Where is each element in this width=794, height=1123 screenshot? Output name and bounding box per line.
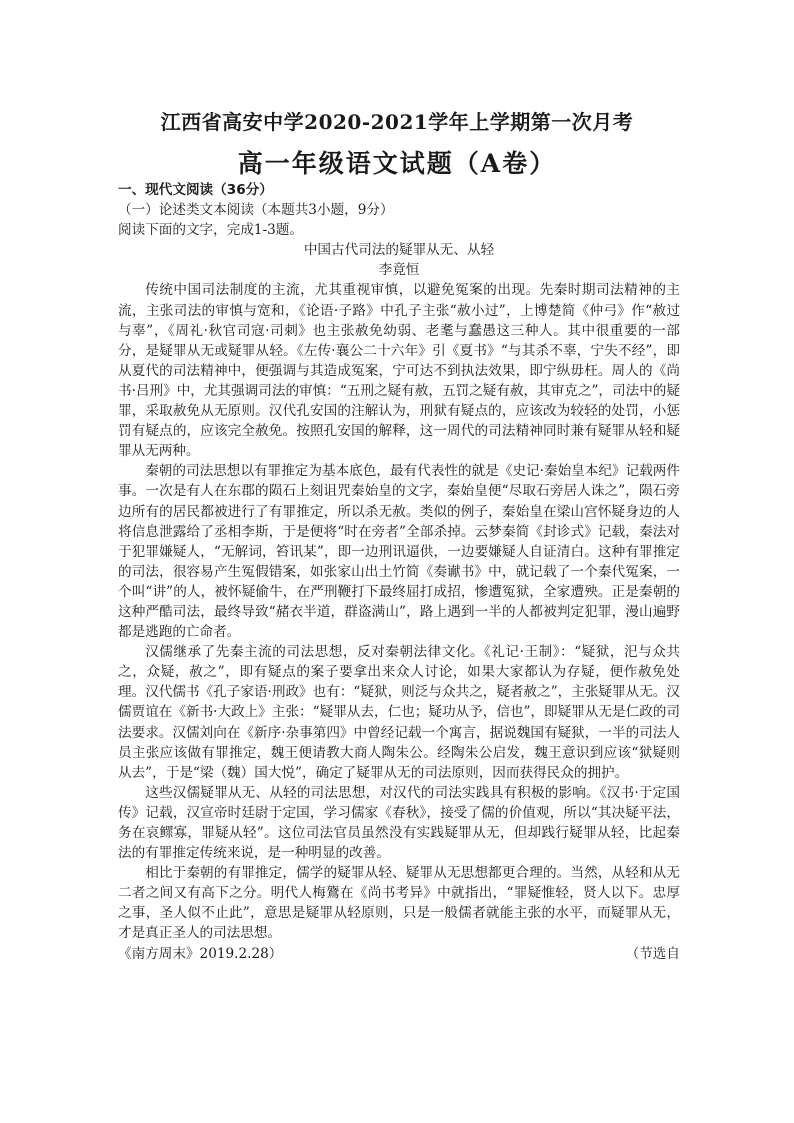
article-paragraph: 汉儒继承了先秦主流的司法思想，反对秦朝法律文化。《礼记·王制》：“疑狱，汜与众共之，众疑，赦之”，即有疑点的案子要拿出来众人讨论，如果大家都认为存疑，便作赦免处理。汉代儒书《孔子家语·刑政》也有：“疑狱，则泛与众共之，疑者赦之”，主张疑罪从无。汉儒贾谊在《新书·大政上》主张：“疑罪从去，仁也；疑功从予，信也”，即疑罪从无是仁政的司法要求。汉儒刘向在《新序·杂事第四》中曾经记载一个寓言，据说魏国有疑狱，一半的司法人员主张应该做有罪推定，魏王便请教大商人陶朱公。经陶朱公启发，魏王意识到应该“狱疑则从去”，于是“梁（魏）国大悦”，确定了疑罪从无的司法原则，因而获得民众的拥护。 [118,644,680,781]
article-paragraph: 相比于秦朝的有罪推定，儒学的疑罪从轻、疑罪从无思想都更合理的。当然，从轻和从无二者之间又有高下之分。明代人梅鷟在《尚书考异》中就指出，“罪疑惟轻，贤人以下。忠厚之事，圣人似不止此”，意思是疑罪从轻原则，只是一般儒者就能主张的水平，而疑罪从无，才是真正圣人的司法思想。 [118,865,680,942]
exam-subtitle: 高一年级语文试题（A卷） [237,149,557,178]
article-paragraph: 这些汉儒疑罪从无、从轻的司法思想，对汉代的司法实践具有积极的影响。《汉书·于定国传》记载，汉宣帝时廷尉于定国，学习儒家《春秋》，接受了儒的价值观，所以“其决疑平法，务在哀鳏寡，罪疑从轻”。这位司法官员虽然没有实践疑罪从无，但却践行疑罪从轻，比起秦法的有罪推定传统来说，是一种明显的改善。 [118,784,680,862]
source-prefix: （节选自 [625,945,680,962]
article-title: 中国古代司法的疑罪从无、从轻 [303,242,495,259]
reading-instruction: 阅读下面的文字，完成1-3题。 [118,222,304,239]
part-heading: （一）论述类文本阅读（本题共3小题，9分） [118,202,394,219]
article-paragraph: 秦朝的司法思想以有罪推定为基本底色，最有代表性的就是《史记·秦始皇本纪》记载两件事。一次是有人在东郡的陨石上刻诅咒秦始皇的文字，秦始皇便“尽取石旁居人诛之”，陨石旁边所有的居民都被进行了有罪推定，所以杀无赦。类似的例子，秦始皇在梁山宫怀疑身边的人将信息泄露给了丞相李斯，于是便将“时在旁者”全部杀掉。云梦秦简《封诊式》记载，秦法对于犯罪嫌疑人，“无解词，笞讯某”，即一边刑讯逼供，一边要嫌疑人自证清白。这种有罪推定的司法，很容易产生冤假错案，如张家山出土竹简《奏谳书》中，就记载了一个秦代冤案，一个叫“讲”的人，被怀疑偷牛，在严刑鞭打下最终屈打成招，惨遭冤狱，全家遭殃。正是秦朝的这种严酷司法，最终导致“赭衣半道，群盗满山”，路上遇到一半的人都被判定犯罪，漫山遍野都是逃跑的亡命者。 [118,463,680,641]
content-body [118,180,680,964]
article-author: 李竟恒 [378,262,420,279]
section-heading: 一、现代文阅读（36分） [118,182,273,198]
source-suffix: 《南方周末》2019.2.28） [118,945,283,962]
exam-title: 江西省高安中学2020-2021学年上学期第一次月考 [160,110,634,134]
article-paragraph: 传统中国司法制度的主流，尤其重视审慎，以避免冤案的出现。先秦时期司法精神的主流，主张司法的审慎与宽和，《论语·子路》中孔子主张“赦小过”，上博楚简《仲弓》作“赦过与辜”，《周礼·秋官司寇·司刺》也主张赦免幼弱、老耄与蠢愚这三种人。其中很重要的一部分，是疑罪从无或疑罪从轻。《左传·襄公二十六年》引《夏书》“与其杀不辜，宁失不经”，即从夏代的司法精神中，便强调与其造成冤案，宁可达不到执法效果，即宁纵毋枉。周人的《尚书·吕刑》中，尤其强调司法的审慎：“五刑之疑有赦，五罚之疑有赦，其审克之”，司法中的疑罪，采取赦免从无原则。汉代孔安国的注解认为，刑狱有疑点的，应该改为较轻的处罚，小惩罚有疑点的，应该完全赦免。按照孔安国的解释，这一周代的司法精神同时兼有疑罪从轻和疑罪从无两种。 [118,282,680,460]
